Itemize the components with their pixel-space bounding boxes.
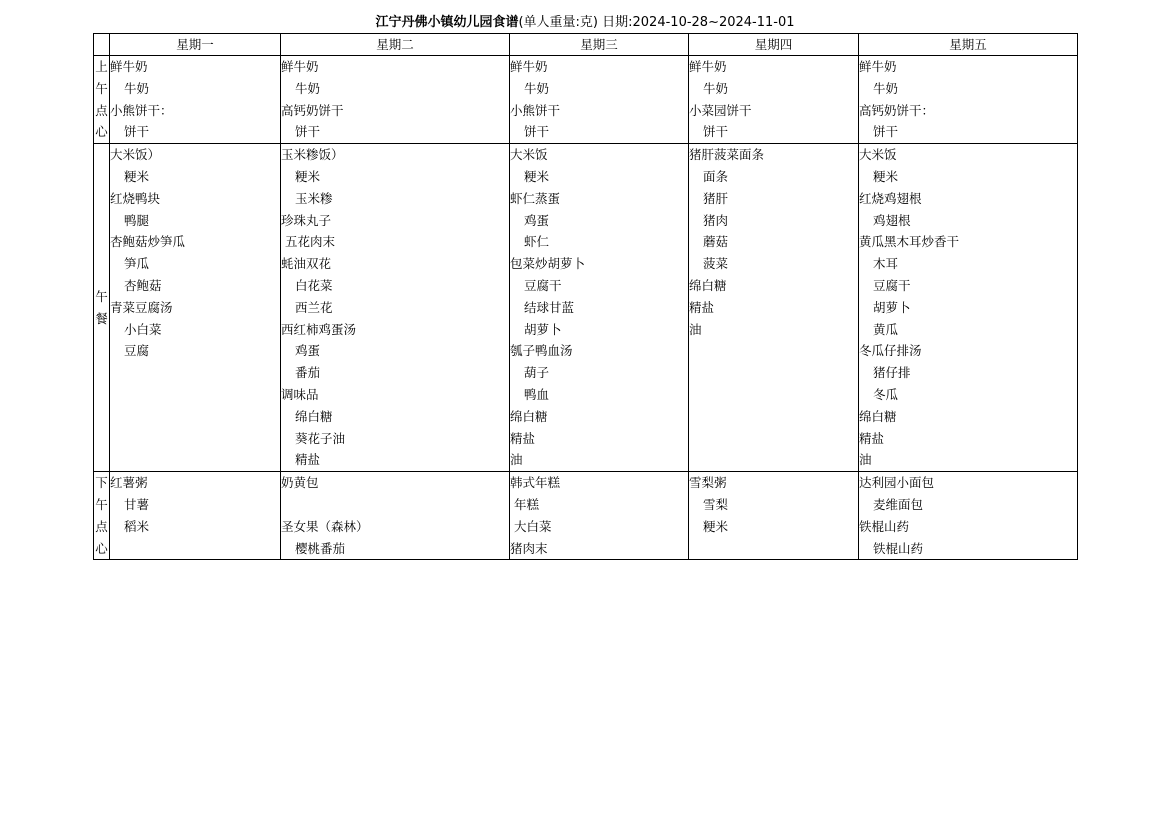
menu-cell-afternoon-snack-fri <box>859 472 1078 560</box>
ingredient-item: 黄瓜 <box>873 321 899 337</box>
meal-label-char: 午 <box>95 80 108 96</box>
ingredient-item: 豆腐干 <box>524 277 562 293</box>
meal-label-char: 下 <box>95 475 108 491</box>
dish-name: 高钙奶饼干 <box>281 102 344 118</box>
dish-name: 猪肝菠菜面条 <box>689 147 765 163</box>
dish-name: 精盐 <box>510 430 536 446</box>
dish-name <box>281 494 509 516</box>
ingredient-item: 杏鲍菇 <box>124 277 162 293</box>
ingredient-item: 葫子 <box>524 365 550 381</box>
dish-name: 高钙奶饼干： <box>859 102 935 118</box>
dish-name: 猪肉末 <box>510 540 548 556</box>
dish-name: 绵白糖 <box>510 408 548 424</box>
menu-cell-lunch-wed <box>510 144 689 472</box>
dish-name: 小菜园饼干 <box>689 102 752 118</box>
header-row <box>94 34 1078 56</box>
menu-cell-morning-snack-wed <box>510 56 689 144</box>
dish-name: 红烧鸡翅根 <box>859 190 922 206</box>
ingredient-item: 鸡蛋 <box>295 343 321 359</box>
dish-name: 精盐 <box>859 430 885 446</box>
dish-name: 达利园小面包 <box>859 475 935 491</box>
dish-name: 圣女果（森林） <box>281 518 369 534</box>
dish-name: 大米饭 <box>859 147 897 163</box>
header-corner <box>94 34 110 56</box>
ingredient-item: 豆腐 <box>124 343 150 359</box>
meal-label-char: 心 <box>95 540 108 556</box>
ingredient-item: 稻米 <box>124 518 150 534</box>
header-day-tue: 星期二 <box>281 34 510 56</box>
ingredient-item: 番茄 <box>295 365 321 381</box>
ingredient-item: 猪肉 <box>703 212 729 228</box>
dish-name: 红烧鸭块 <box>110 190 161 206</box>
ingredient-item: 猪肝 <box>703 190 729 206</box>
page-title <box>0 14 1170 32</box>
dish-name: 油 <box>689 321 702 337</box>
dish-name: 精盐 <box>689 299 715 315</box>
ingredient-item: 粳米 <box>703 518 729 534</box>
meal-label-char: 午 <box>95 496 108 512</box>
ingredient-item: 饼干 <box>124 124 150 140</box>
ingredient-item: 玉米糁 <box>295 190 333 206</box>
ingredient-item: 牛奶 <box>124 80 150 96</box>
dish-name: 油 <box>859 452 872 468</box>
dish-name: 鲜牛奶 <box>689 59 727 74</box>
header-day-thu: 星期四 <box>689 34 859 56</box>
ingredient-item: 粳米 <box>124 168 150 184</box>
header-day-wed: 星期三 <box>510 34 689 56</box>
dish-name: 鲜牛奶 <box>859 59 897 74</box>
ingredient-item: 白花菜 <box>295 277 333 293</box>
menu-cell-morning-snack-tue <box>281 56 510 144</box>
meal-label-char: 上 <box>95 59 108 74</box>
ingredient-item: 木耳 <box>873 256 899 272</box>
dish-name: 鲜牛奶 <box>281 59 319 74</box>
menu-cell-afternoon-snack-thu <box>689 472 859 560</box>
ingredient-item: 大白菜 <box>514 518 552 534</box>
dish-name: 包菜炒胡萝卜 <box>510 256 586 272</box>
meal-label-char: 点 <box>95 102 108 118</box>
ingredient-item: 饼干 <box>524 124 550 140</box>
dish-name: 调味品 <box>281 386 319 402</box>
ingredient-item: 虾仁 <box>524 234 550 250</box>
dish-name: 小熊饼干： <box>110 102 173 118</box>
ingredient-item: 铁棍山药 <box>873 540 924 556</box>
ingredient-item: 笋瓜 <box>124 256 150 272</box>
dish-name: 绵白糖 <box>689 277 727 293</box>
header-day-fri: 星期五 <box>859 34 1078 56</box>
ingredient-item: 鸡蛋 <box>524 212 550 228</box>
menu-cell-lunch-mon <box>110 144 281 472</box>
ingredient-item: 绵白糖 <box>295 408 333 424</box>
header-day-mon: 星期一 <box>110 34 281 56</box>
menu-cell-afternoon-snack-tue <box>281 472 510 560</box>
meal-label <box>94 56 110 144</box>
ingredient-item: 牛奶 <box>703 80 729 96</box>
dish-name: 韩式年糕 <box>510 475 561 491</box>
menu-cell-morning-snack-mon <box>110 56 281 144</box>
menu-cell-morning-snack-fri <box>859 56 1078 144</box>
ingredient-item: 牛奶 <box>873 80 899 96</box>
ingredient-item: 粳米 <box>295 168 321 184</box>
dish-name: 玉米糁饭） <box>281 147 344 163</box>
ingredient-item: 冬瓜 <box>873 386 899 402</box>
dish-name: 西红柿鸡蛋汤 <box>281 321 357 337</box>
meal-row-afternoon-snack <box>94 472 1078 560</box>
dish-name: 黄瓜黑木耳炒香干 <box>859 234 960 250</box>
ingredient-item: 饼干 <box>873 124 899 140</box>
meal-label-char: 餐 <box>95 310 108 326</box>
dish-name: 小熊饼干 <box>510 102 561 118</box>
dish-name: 雪梨粥 <box>689 475 727 491</box>
dish-name: 铁棍山药 <box>859 518 910 534</box>
dish-name: 虾仁蒸蛋 <box>510 190 561 206</box>
dish-name: 大米饭） <box>110 147 161 163</box>
menu-cell-afternoon-snack-mon <box>110 472 281 560</box>
menu-table <box>93 33 1078 560</box>
menu-cell-afternoon-snack-wed <box>510 472 689 560</box>
ingredient-item: 西兰花 <box>295 299 333 315</box>
ingredient-item: 葵花子油 <box>295 430 346 446</box>
ingredient-item: 菠菜 <box>703 256 729 272</box>
ingredient-item: 雪梨 <box>703 496 729 512</box>
meal-row-lunch <box>94 144 1078 472</box>
menu-cell-lunch-tue <box>281 144 510 472</box>
ingredient-item: 猪仔排 <box>873 365 911 381</box>
ingredient-item: 胡萝卜 <box>524 321 562 337</box>
ingredient-item: 精盐 <box>295 452 321 468</box>
meal-label-char: 点 <box>95 518 108 534</box>
ingredient-item: 面条 <box>703 168 729 184</box>
menu-body <box>94 56 1078 560</box>
ingredient-item: 粳米 <box>524 168 550 184</box>
meal-row-morning-snack <box>94 56 1078 144</box>
dish-name: 青菜豆腐汤 <box>110 299 173 315</box>
ingredient-item: 麦维面包 <box>873 496 924 512</box>
ingredient-item: 结球甘蓝 <box>524 299 575 315</box>
dish-name: 大米饭 <box>510 147 548 163</box>
menu-cell-lunch-fri <box>859 144 1078 472</box>
ingredient-item: 牛奶 <box>295 80 321 96</box>
dish-name: 杏鲍菇炒笋瓜 <box>110 234 186 250</box>
ingredient-item: 年糕 <box>514 496 540 512</box>
ingredient-item: 饼干 <box>295 124 321 140</box>
menu-cell-lunch-thu <box>689 144 859 472</box>
ingredient-item: 粳米 <box>873 168 899 184</box>
menu-cell-morning-snack-thu <box>689 56 859 144</box>
ingredient-item: 鸡翅根 <box>873 212 911 228</box>
ingredient-item: 饼干 <box>703 124 729 140</box>
dish-name: 珍珠丸子 <box>281 212 332 228</box>
dish-name: 鲜牛奶 <box>510 59 548 74</box>
ingredient-item: 小白菜 <box>124 321 162 337</box>
ingredient-item: 樱桃番茄 <box>295 540 346 556</box>
ingredient-item: 牛奶 <box>524 80 550 96</box>
dish-name: 油 <box>510 452 523 468</box>
ingredient-item: 五花肉末 <box>285 234 336 250</box>
ingredient-item: 甘薯 <box>124 496 150 512</box>
ingredient-item: 豆腐干 <box>873 277 911 293</box>
dish-name: 红薯粥 <box>110 475 148 491</box>
meal-label-char: 心 <box>95 124 108 140</box>
ingredient-item: 胡萝卜 <box>873 299 911 315</box>
ingredient-item: 鸭腿 <box>124 212 150 228</box>
dish-name: 鲜牛奶 <box>110 59 148 74</box>
dish-name: 绵白糖 <box>859 408 897 424</box>
dish-name: 奶黄包 <box>281 475 319 491</box>
dish-name: 蚝油双花 <box>281 256 332 272</box>
ingredient-item: 蘑菇 <box>703 234 729 250</box>
page-title-name: 江宁丹佛小镇幼儿园食谱 <box>375 15 519 30</box>
dish-name: 瓠子鸭血汤 <box>510 343 573 359</box>
dish-name: 冬瓜仔排汤 <box>859 343 922 359</box>
page-title-detail: (单人重量:克) 日期:2024-10-28~2024-11-01 <box>518 15 795 30</box>
ingredient-item: 鸭血 <box>524 386 550 402</box>
meal-label-char: 午 <box>95 288 108 304</box>
meal-label <box>94 472 110 560</box>
meal-label <box>94 144 110 472</box>
